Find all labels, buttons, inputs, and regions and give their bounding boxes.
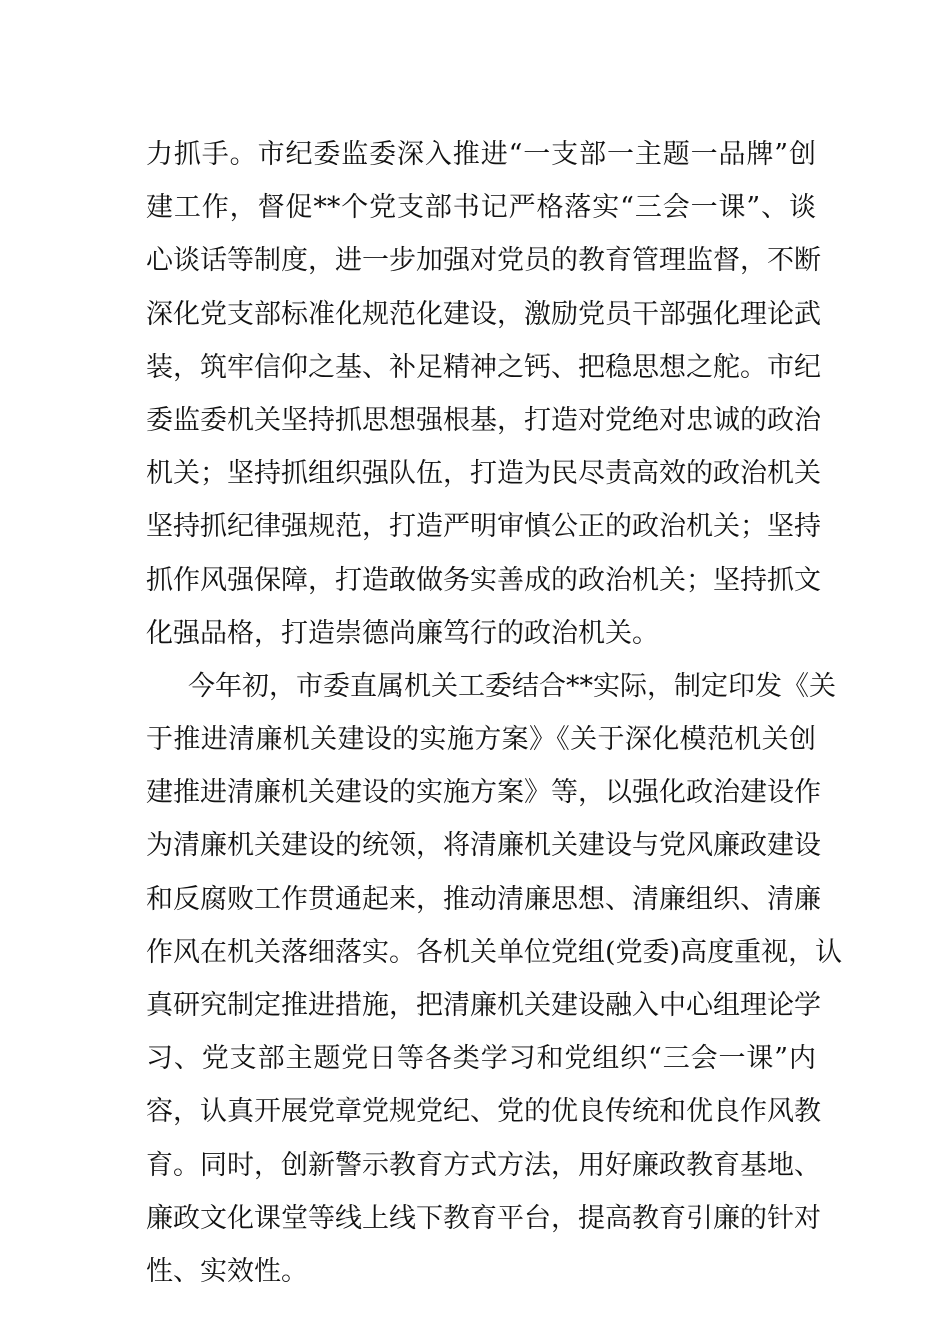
paragraph-2 <box>146 660 843 1298</box>
paragraph-1-line: 力抓手。市纪委监委深入推进“一支部一主题一品牌”创 <box>146 139 816 170</box>
paragraph-1-line: 抓作风强保障，打造敢做务实善成的政治机关；坚持抓文 <box>146 564 821 596</box>
paragraph-2-line: 为清廉机关建设的统领，将清廉机关建设与党风廉政建设 <box>146 830 821 862</box>
paragraph-1-line: 深化党支部标准化规范化建设，激励党员干部强化理论武 <box>146 298 821 330</box>
paragraph-1-line: 化强品格，打造崇德尚廉笃行的政治机关。 <box>146 617 659 649</box>
paragraph-1-line: 坚持抓纪律强规范，打造严明审慎公正的政治机关；坚持 <box>146 511 821 543</box>
paragraph-1 <box>146 128 821 660</box>
paragraph-2-line: 于推进清廉机关建设的实施方案》《关于深化模范机关创 <box>146 724 816 756</box>
paragraph-1-line: 心谈话等制度，进一步加强对党员的教育管理监督，不断 <box>146 245 821 277</box>
paragraph-1-line: 装，筑牢信仰之基、补足精神之钙、把稳思想之舵。市纪 <box>146 351 821 383</box>
paragraph-1-line: 机关；坚持抓组织强队伍，打造为民尽责高效的政治机关 <box>146 458 821 490</box>
paragraph-2-line: 性、实效性。 <box>146 1255 308 1287</box>
paragraph-2-line: 今年初，市委直属机关工委结合**实际，制定印发《关 <box>188 670 836 702</box>
paragraph-2-line: 廉政文化课堂等线上线下教育平台，提高教育引廉的针对 <box>146 1202 821 1234</box>
paragraph-2-line: 建推进清廉机关建设的实施方案》等，以强化政治建设作 <box>146 777 821 809</box>
paragraph-2-line: 作风在机关落细落实。各机关单位党组(党委)高度重视，认 <box>146 936 843 968</box>
paragraph-2-line: 真研究制定推进措施，把清廉机关建设融入中心组理论学 <box>146 990 821 1021</box>
paragraph-2-line: 容，认真开展党章党规党纪、党的优良传统和优良作风教 <box>146 1096 821 1128</box>
paragraph-1-line: 委监委机关坚持抓思想强根基，打造对党绝对忠诚的政治 <box>146 404 821 436</box>
paragraph-1-line: 建工作，督促**个党支部书记严格落实“三会一课”、谈 <box>146 192 816 224</box>
paragraph-2-line: 育。同时，创新警示教育方式方法，用好廉政教育基地、 <box>146 1149 821 1181</box>
document-body <box>146 128 843 1298</box>
paragraph-2-line: 习、党支部主题党日等各类学习和党组织“三会一课”内 <box>146 1043 816 1075</box>
paragraph-2-line: 和反腐败工作贯通起来，推动清廉思想、清廉组织、清廉 <box>146 883 821 915</box>
